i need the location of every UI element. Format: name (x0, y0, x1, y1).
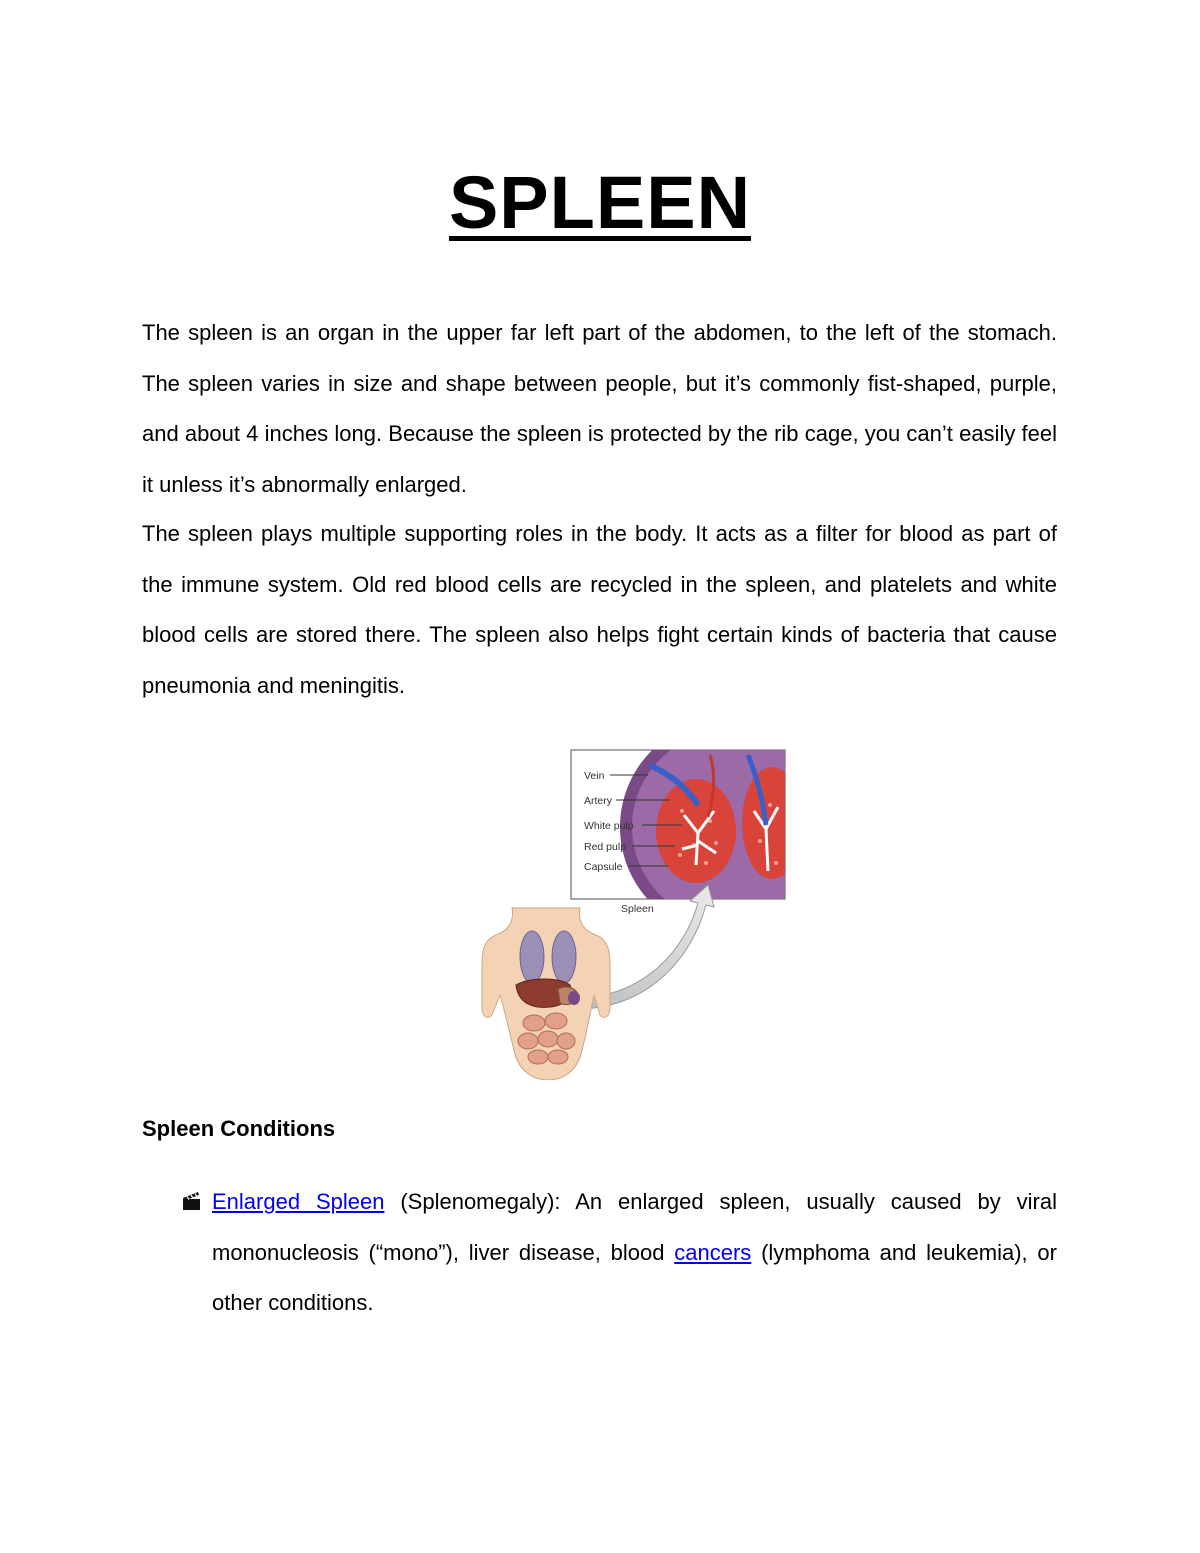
condition-text-a: (Splenomegaly): An enlarged spleen, usually caused by viral mononucleosis (“mono”), liver disease, blood (212, 1189, 1058, 1265)
red-pulp-label: Red pulp (584, 841, 627, 853)
function-paragraph: The spleen plays multiple supporting roles in the body. It acts as a filter for blood as part of the immune system. Old red blood cells are recycled in the spleen, and platelets and white blood cells are stored there. The spleen also helps fight certain kinds of bacteria that cause pneumonia and meningitis. (142, 521, 1057, 698)
torso-illustration (482, 908, 610, 1080)
artery-label: Artery (584, 795, 613, 807)
figure-caption: Spleen (621, 903, 654, 915)
page-title: SPLEEN (448, 161, 752, 244)
enlarged-spleen-link[interactable]: Enlarged Spleen (212, 1189, 385, 1214)
spleen-anatomy-figure (470, 745, 800, 1080)
clapperboard-icon (182, 1191, 202, 1211)
white-pulp-label: White pulp (584, 820, 634, 832)
condition-item-enlarged-spleen (212, 1177, 1057, 1329)
cancers-link[interactable]: cancers (674, 1239, 752, 1265)
condition-text-b: (lymphoma and leukemia), or other conditions. (212, 1239, 1057, 1315)
section-heading: Spleen Conditions (142, 1116, 336, 1141)
vein-label: Vein (584, 770, 605, 782)
intro-paragraph: The spleen is an organ in the upper far left part of the abdomen, to the left of the stomach. The spleen varies in size and shape between people, but it’s commonly fist-shaped, purple, and about 4 inches long. Because the spleen is protected by the rib cage, you can’t easily feel it unless it’s abnormally enlarged. (142, 320, 1057, 497)
capsule-label: Capsule (584, 861, 623, 873)
